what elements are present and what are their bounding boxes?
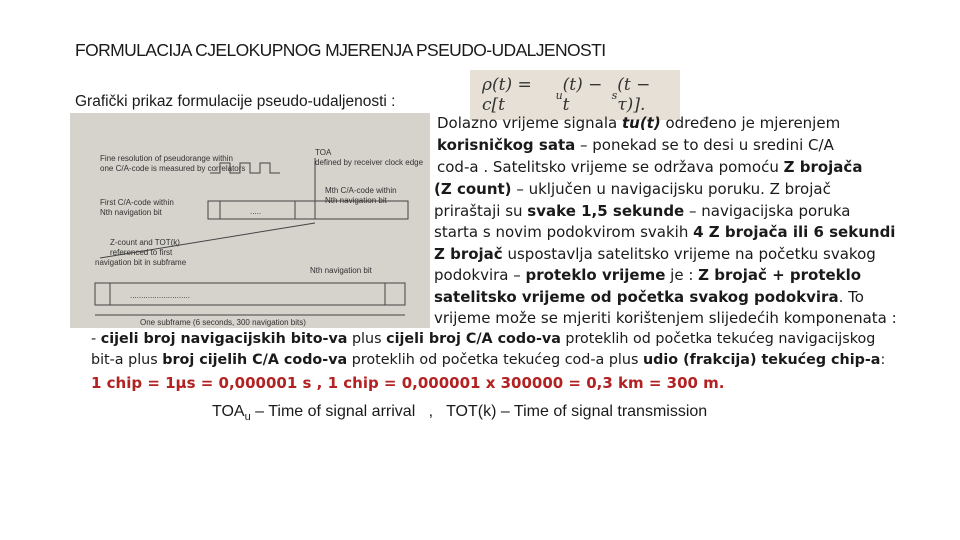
formula-sup: s — [611, 88, 618, 102]
text-line: - cijeli broj navigacijskih bito-va plus cijeli broj C/A codo-va proteklih od početka tekućeg navigacijskog — [91, 331, 876, 347]
diagram-label: navigation bit in subframe — [95, 258, 187, 267]
text-line: podokvira – proteklo vrijeme je : Z brojač + proteklo — [434, 266, 862, 284]
formula-part: (t) − t — [562, 75, 603, 115]
diagram-label: Nth navigation bit — [325, 196, 387, 205]
intro-text: Grafički prikaz formulacije pseudo-udaljenosti : — [75, 93, 396, 110]
diagram-label: TOA — [315, 148, 332, 157]
diagram-label: Mth C/A-code within — [325, 186, 397, 195]
diagram-label: referenced to first — [110, 248, 173, 257]
text-line: bit-a plus broj cijelih C/A codo-va proteklih od početka tekućeg cod-a plus udio (frakcija) tekućeg chip-a: — [91, 352, 886, 368]
pseudorange-formula — [470, 70, 680, 120]
diagram-label: Z-count and TOT(k) — [110, 238, 180, 247]
diagram-label: Nth navigation bit — [310, 266, 372, 275]
text-line: Dolazno vrijeme signala tu(t) određeno je mjerenjem — [437, 114, 841, 132]
diagram-svg — [70, 113, 430, 328]
text-line: cod-a . Satelitsko vrijeme se održava pomoću Z brojača — [437, 158, 863, 176]
diagram-label: Fine resolution of pseudorange within — [100, 154, 233, 163]
diagram-label: One subframe (6 seconds, 300 navigation bits) — [140, 318, 306, 327]
dots: ..... — [250, 207, 262, 216]
formula-sub: u — [555, 88, 563, 102]
footer-legend: $TOA_u$ – Time of signal arrival , TOT(k) – Time of signal transmission — [212, 403, 708, 424]
text-line: satelitsko vrijeme od početka svakog podokvira. To — [434, 288, 864, 306]
dots: ........................... — [130, 291, 191, 300]
text-line: starta s novim podokvirom svakih 4 Z brojača ili 6 sekundi — [434, 223, 896, 241]
diagram-label: defined by receiver clock edge — [315, 158, 424, 167]
diagram-label: First C/A-code within — [100, 198, 174, 207]
formula-part: ρ(t) = c[t — [482, 75, 532, 115]
diagram-label: Nth navigation bit — [100, 208, 162, 217]
text-line: vrijeme može se mjeriti korištenjem slijedećih komponenata : — [434, 309, 897, 327]
text-line: korisničkog sata – ponekad se to desi u sredini C/A — [437, 136, 834, 154]
text-line: (Z count) – uključen u navigacijsku poruku. Z brojač — [434, 180, 831, 198]
pseudorange-diagram-photo — [70, 113, 430, 328]
chip-conversion-line: 1 chip = 1μs = 0,000001 s , 1 chip = 0,000001 x 300000 = 0,3 km = 300 m. — [91, 374, 725, 392]
text-line: priraštaji su svake 1,5 sekunde – navigacijska poruka — [434, 202, 851, 220]
text-line: Z brojač uspostavlja satelitsko vrijeme na početku svakog — [434, 245, 876, 263]
diagram-label: one C/A-code is measured by correlators — [100, 164, 246, 173]
formula-part: (t − τ)]. — [617, 75, 651, 115]
page-title: FORMULACIJA CJELOKUPNOG MJERENJA PSEUDO-UDALJENOSTI — [75, 40, 606, 60]
